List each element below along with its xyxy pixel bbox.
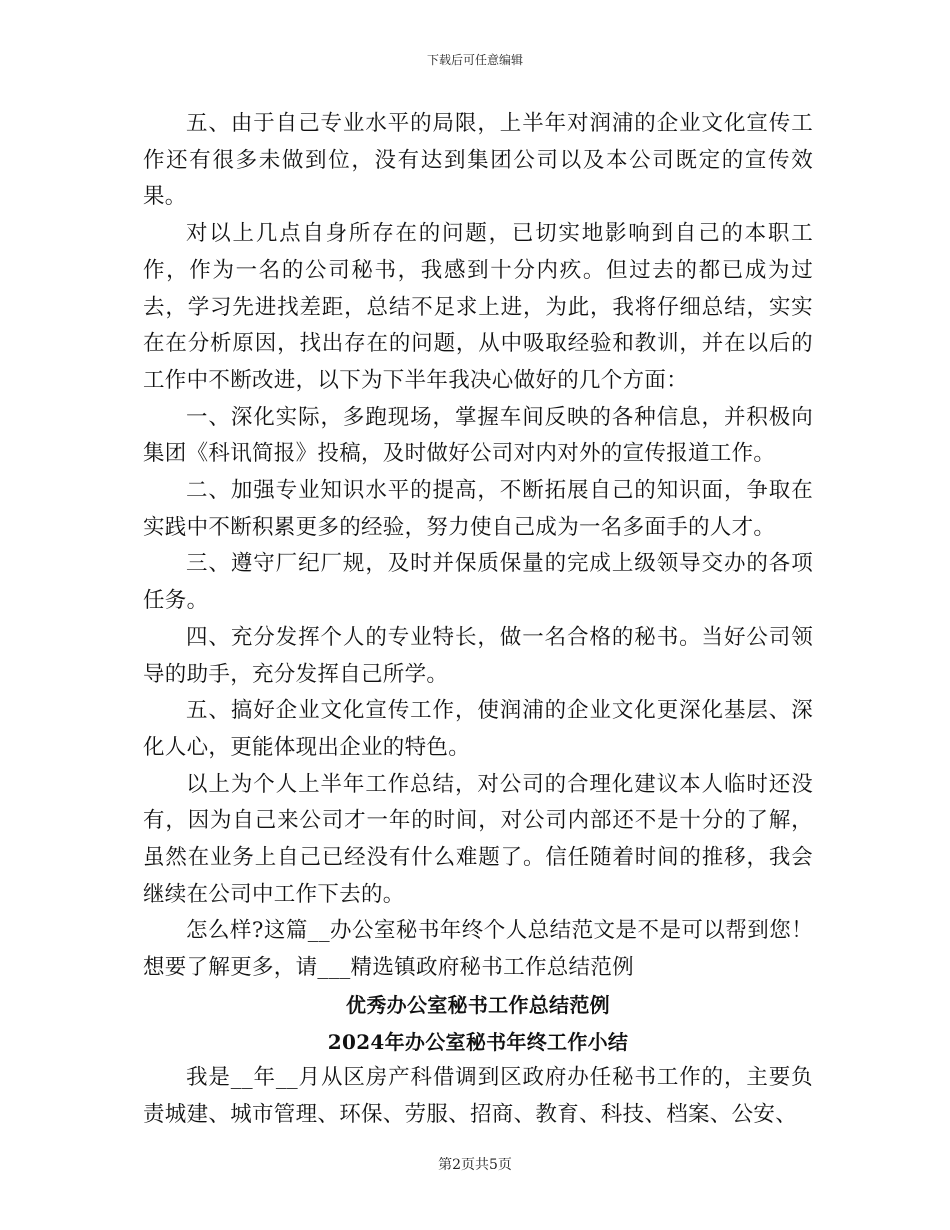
paragraph: 一、深化实际，多跑现场，掌握车间反映的各种信息，并积极向集团《科讯简报》投稿，及时做好公司对内对外的宣传报道工作。 <box>143 404 813 467</box>
paragraph: 以上为个人上半年工作总结，对公司的合理化建议本人临时还没有，因为自己来公司才一年的时间，对公司内部还不是十分的了解，虽然在业务上自己已经没有什么难题了。信任随着时间的推移，我会继续在公司中工作下去的。 <box>143 771 813 907</box>
paragraph: 四、充分发挥个人的专业特长，做一名合格的秘书。当好公司领导的助手，充分发挥自己所学。 <box>143 624 813 687</box>
paragraph: 三、遵守厂纪厂规，及时并保质保量的完成上级领导交办的各项任务。 <box>143 551 813 614</box>
paragraph: 怎么样?这篇__办公室秘书年终个人总结范文是不是可以帮到您！想要了解更多，请___精选镇政府秘书工作总结范例 <box>143 918 813 981</box>
paragraph: 五、搞好企业文化宣传工作，使润浦的企业文化更深化基层、深化人心，更能体现出企业的特色。 <box>143 698 813 760</box>
page-header: 下载后可任意编辑 <box>426 53 523 67</box>
paragraph: 五、由于自己专业水平的局限，上半年对润浦的企业文化宣传工作还有很多未做到位，没有达到集团公司以及本公司既定的宣传效果。 <box>143 111 813 210</box>
section-heading: 2024年办公室秘书年终工作小结 <box>327 1029 629 1054</box>
paragraph: 二、加强专业知识水平的提高，不断拓展自己的知识面，争取在实践中不断积累更多的经验，努力使自己成为一名多面手的人才。 <box>143 478 813 540</box>
paragraph: 我是__年__月从区房产科借调到区政府办任秘书工作的，主要负责城建、城市管理、环保、劳服、招商、教育、科技、档案、公安、 <box>143 1065 813 1127</box>
page-footer: 第2页共5页 <box>438 1157 512 1173</box>
section-heading: 优秀办公室秘书工作总结范例 <box>346 992 610 1017</box>
document-body <box>143 106 813 1134</box>
paragraph: 对以上几点自身所存在的问题，已切实地影响到自己的本职工作，作为一名的公司秘书，我感到十分内疚。但过去的都已成为过去，学习先进找差距，总结不足求上进，为此，我将仔细总结，实实在在分析原因，找出存在的问题，从中吸取经验和教训，并在以后的工作中不断改进，以下为下半年我决心做好的几个方面： <box>143 221 813 393</box>
